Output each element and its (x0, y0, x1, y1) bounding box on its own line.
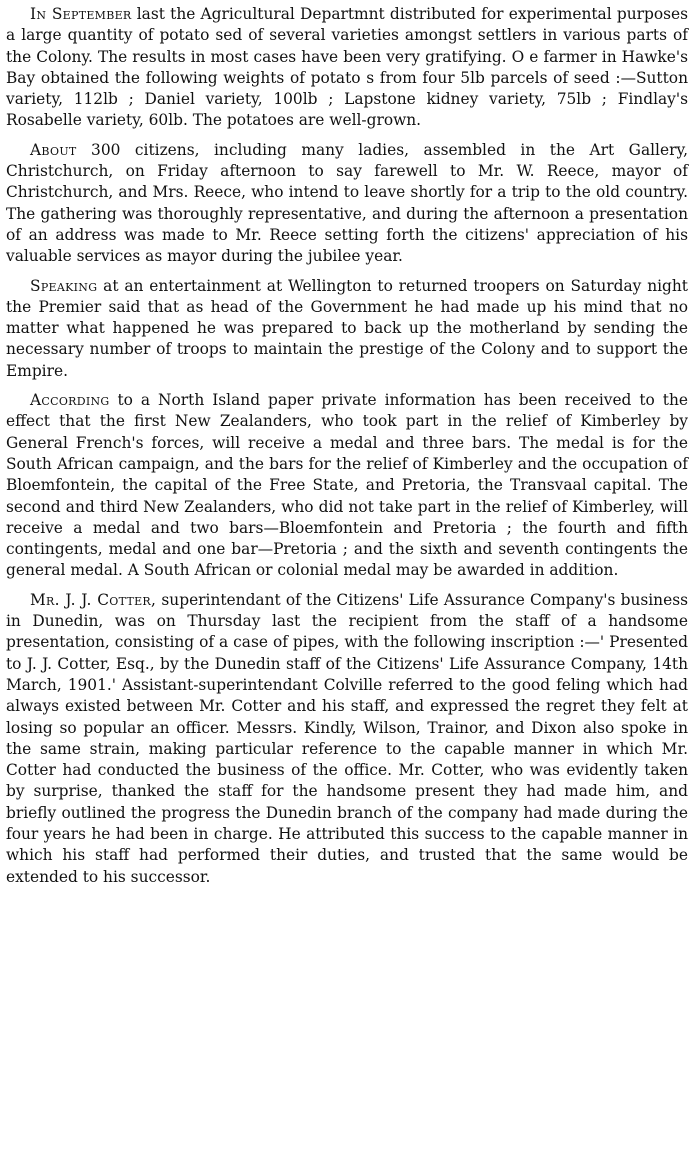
paragraph-lead: According (30, 391, 110, 410)
paragraph-text: to a North Island paper private information has been received to the effect that the first New Zealanders, who took part in the relief of Kimberley by General French's forces, will receive a medal and three bars. The medal is for the South African campaign, and the bars for the relief of Kimberley and the occupation of Bloemfontein, the capital of the Free State, and Pretoria, the Transvaal capital. The second and third New Zealanders, who did not take part in the relief of Kimberley, will receive a medal and two bars—Bloemfontein and Pretoria ; the fourth and fifth contingents, medal and one bar—Pretoria ; and the sixth and seventh contingents the general medal. A South African or colonial medal may be awarded in addition. (6, 391, 688, 580)
article-column (6, 4, 688, 888)
paragraph-text: 300 citizens, including many ladies, assembled in the Art Gallery, Christchurch, on Friday afternoon to say farewell to Mr. W. Reece, mayor of Christchurch, and Mrs. Reece, who intend to leave shortly for a trip to the old country. The gathering was thoroughly representative, and during the afternoon a presentation of an address was made to Mr. Reece setting forth the citizens' appreciation of his valuable services as mayor during the jubilee year. (6, 140, 688, 266)
paragraph-lead: Speaking (30, 276, 98, 295)
paragraph-lead: About (30, 140, 77, 159)
paragraph-medals (6, 390, 688, 582)
paragraph-lead: Mr. J. J. Cotter, (30, 590, 157, 609)
paragraph-premier-speech (6, 276, 688, 382)
paragraph-text: superintendant of the Citizens' Life Assurance Company's business in Dunedin, was on Thursday last the recipient from the staff of a handsome presentation, consisting of a case of pipes, with the following inscription :—' Presented to J. J. Cotter, Esq., by the Dunedin staff of the Citizens' Life Assurance Company, 14th March, 1901.' Assistant-superintendant Colville referred to the good feling which had always existed between Mr. Cotter and his staff, and expressed the regret they felt at losing so popular an officer. Messrs. Kindly, Wilson, Trainor, and Dixon also spoke in the same strain, making particular reference to the capable manner in which Mr. Cotter had conducted the business of the office. Mr. Cotter, who was evidently taken by surprise, thanked the staff for the handsome present they had made him, and briefly outlined the progress the Dunedin branch of the company had made during the four years he had been in charge. He attributed this success to the capable manner in which his staff had performed their duties, and trusted that the same would be extended to his successor. (6, 590, 688, 886)
paragraph-text: at an entertainment at Wellington to returned troopers on Saturday night the Premier said that as head of the Government he had made up his mind that no matter what happened he was prepared to back up the motherland by sending the necessary number of troops to maintain the prestige of the Colony and to support the Empire. (6, 276, 688, 380)
paragraph-cotter-presentation (6, 590, 688, 888)
paragraph-reece-farewell (6, 140, 688, 268)
paragraph-lead: In September (30, 5, 132, 23)
paragraph-potatoes (6, 4, 688, 132)
paragraph-text: last the Agricultural Departmnt distributed for experimental purposes a large quantity of potato sed of several varieties amongst settlers in various parts of the Colony. The results in most cases have been very gratifying. O e farmer in Hawke's Bay obtained the following weights of potato s from four 5lb parcels of seed :—Sutton variety, 112lb ; Daniel variety, 100lb ; Lapstone kidney variety, 75lb ; Findlay's Rosabelle variety, 60lb. The potatoes are well-grown. (6, 5, 689, 130)
